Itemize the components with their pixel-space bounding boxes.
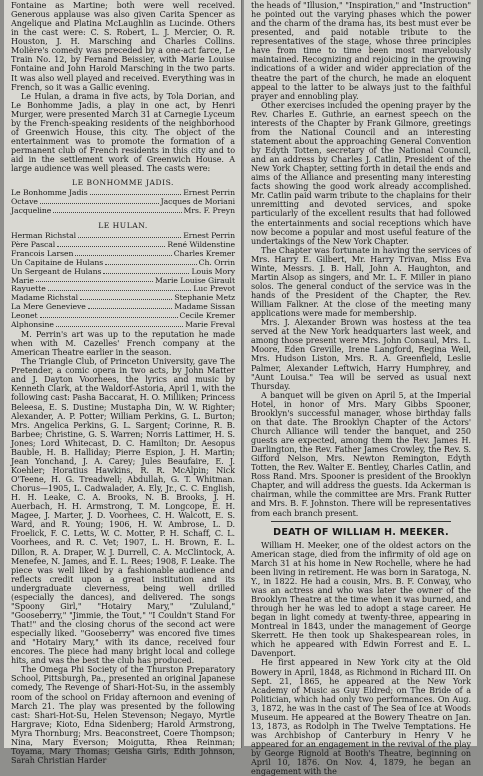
- cast-role: Francois Larsen: [11, 248, 74, 258]
- section-divider: [271, 521, 451, 522]
- cast-actor: Luc Prevot: [193, 284, 235, 294]
- cast-row: [11, 207, 235, 216]
- cast-actor: Mrs. F. Preyn: [183, 206, 235, 216]
- paragraph-perrin: M. Perrin's art was up to the reputation he made when with M. Cazelles' French company at the American Theatre earlier in the season.: [11, 330, 235, 358]
- paragraph-sermon: the heads of "Illusion," "Inspiration," and "Instruction" he pointed out the varying phases which the power and the charm of the drama has, its best must ever be presented, and paid notable tribute to the representatives of the stage, whose three principles have from time to time been most marvelously maintained. Recognizing and rejoicing in the growing indications of a wider and wider appreciation of the theatre the part of the church, he made an eloquent appeal to the latter to be always just to the faithful prayer and ennobling play.: [251, 1, 472, 101]
- right-clipping: [244, 0, 477, 776]
- cast-role: Madame Richstal: [11, 293, 79, 303]
- cast-actor: Ernest Perrin: [183, 231, 235, 241]
- left-column: [4, 0, 241, 765]
- cast-role: Rayuette: [11, 284, 46, 294]
- cast-role: Leonet: [11, 311, 38, 321]
- cast-role: Père Pascal: [11, 239, 56, 249]
- cast-title-hulan: LE HULAN.: [98, 220, 148, 230]
- paragraph-moliere: Fontaine as Martine; both were well received. Generous applause was also given Carita Spencer as Angelique and Platina McLaughlin as Lucinde. Others in the cast were: C. S. Robert, L. J. Mercier, O. R. Houston, J. H. Marsching and Charles Collins. Molière's comedy was preceded by a one-act farce, Le Train No. 12, by Fernand Beissier, with Marie Louise Fontaine and John Harold Marsching in the two parts. It was also well played and received. Everything was in French, so it was a Gallic evening.: [11, 1, 235, 92]
- cast-role: La Mere Genevieve: [11, 302, 86, 312]
- paragraph-banquet: A banquet will be given on April 5, at the Imperial Hotel, in honor of Mrs. Mary Gibbs Spooner, Brooklyn's successful manager, whose birthday falls on that date. The Brooklyn Chapter of the Actors' Church Alliance will tender the banquet, and 250 guests are expected, among them the Rev. James H. Darlington, the Rev. Father James Crowley, the Rev. S. Gifford Nelson, Mrs. Newton Remington, Edyth Totten, the Rev. Walter E. Bentley, Charles Catlin, and Ross Rand. Mrs. Spooner is president of the Brooklyn Chapter, and will address the guests. Ida Ackerman is chairman, while the committee are Mrs. Frank Rutter and Mrs. B. F. Johnston. There will be representatives from each branch present.: [251, 390, 471, 518]
- cast-actor: Jacques de Moriani: [160, 197, 235, 207]
- paragraph-meeker-2: He first appeared in New York city at the Old Bowery in April, 1848, as Richmond in Richard III. On Sept. 21, 1865, he appeared at the New York Academy of Music as Guy Eldred; on The Bride of a Politician, which had only two performances. On Aug. 3, 1872, he was in the cast of The Sea of Ice at Woods Museum. He appeared at the Bowery Theatre on Jan. 13, 1873, as Rodolph in The Twelve Temptations. He was Archbishop of Canterbury in Henry V he appeared for an engagement in the revival of the play by George Rignold at Booth's Theatre, beginning on April 10, 1876. On Nov. 4, 1879, he began an engagement with the: [251, 658, 471, 776]
- cast-role: Le Bonhomme Jadis: [11, 188, 88, 198]
- paragraph-exercises: Other exercises included the opening prayer by the Rev. Charles E. Guthrie, an earnest speech on the interests of the Chapter by Frank Gilmore, greetings from the National Council and an interesting statement about the approaching General Convention by Edyth Totten, secretary of the National Council, and an address by Charles J. Catlin, President of the New York Chapter, setting forth in detail the ends and aims of the Alliance and presenting many interesting facts showing the good work already accomplished. Mr. Catlin paid warm tribute to the chaplains for their unremitting and devoted services, and spoke particularly of the excellent results that had followed the entertainments and social receptions which have now become a popular and most useful feature of the undertakings of the New York Chapter.: [251, 100, 471, 246]
- cast-role: Octave: [11, 197, 38, 207]
- cast-row: [11, 321, 235, 330]
- left-clipping: [4, 0, 241, 765]
- cast-actor: Stephanie Metz: [174, 293, 235, 303]
- paragraph-tea: Mrs. J. Alexander Brown was hostess at the tea served at the New York headquarters last week, and among those present were Mrs. John Consaul, Mrs. L. Moore, Eden Greville, Irene Langford, Regina Weil, Mrs. Hudson Liston, Mrs. R. A. Greenfield, Leslie Palmer, Alexander Leftwich, Harry Humphrey, and "Aunt Louisa." Tea will be served as usual next Thursday.: [251, 318, 471, 391]
- cast-list-bonhomme: [11, 189, 235, 216]
- cast-role: Alphonsine: [11, 320, 54, 330]
- cast-actor: Charles Kremer: [173, 248, 235, 258]
- cast-actor: Ch. Orrin: [198, 257, 235, 267]
- right-column: [244, 0, 477, 776]
- cast-actor: Cecile Kremer: [179, 311, 235, 321]
- paragraph-omega-phi: The Omega Phi Society of the Thurston Preparatory School, Pittsburgh, Pa., presented an original Japanese comedy, The Revenge of Shari-Hot-Su, in the assembly room of the school on Friday afternoon and evening of March 21. The play was presented by the following cast: Shari-Hot-Su, Helen Stevenson; Negayo, Myrtle Hargrave; Kioto, Edna Sidenberg; Harold Armstrong, Myra Thornburg; Mrs. Beaconstreet, Coere Thompson; Nina, Mary Everson; Moigutta, Rhea Reinman; Toyama, Mary Thomas; Geisha Girls, Edith Johnson, Sarah Christian Harder: [11, 665, 235, 765]
- obituary-headline: DEATH OF WILLIAM H. MEEKER.: [273, 526, 449, 538]
- cast-role: Jacqueline: [11, 206, 52, 216]
- cast-actor: René Wildenstine: [167, 239, 235, 249]
- cast-actor: Ernest Perrin: [183, 188, 235, 198]
- paragraph-meeker-1: William H. Meeker, one of the oldest actors on the American stage, died from the infirmity of old age on March 31 at his home in New Rochelle, where he had been living in retirement. He was born in Saratoga, N. Y., in 1822. He had a cousin, Mrs. B. F. Conway, who was an actress and who was later the owner of the Brooklyn Theatre at the time when it was burned, and through her he was led to adopt a stage career. He began in light comedy at twenty-three, appearing in Montreal in 1843, under the management of George Skerrett. He then took up Shakespearean roles, in which he appeared with Edwin Forrest and E. L. Davenport.: [251, 540, 471, 659]
- cast-actor: Marie Louise Girault: [154, 275, 235, 285]
- cast-actor: Louis Mory: [191, 266, 235, 276]
- paragraph-le-hulan: Le Hulan, a drama in five acts, by Tola Dorian, and Le Bonhomme Jadis, a play in one act, by Henri Murger, were presented March 31 at Carnegie Lyceum by the French-speaking residents of the neighborhood of Greenwich House, this city. The object of the entertainment was to promote the formation of a permanent club of French residents in this city and to aid in the settlement work of Greenwich House. A large audience was well pleased. The casts were:: [11, 91, 235, 174]
- cast-actor: Madame Sissan: [174, 302, 235, 312]
- cast-role: Un Sergeant de Hulans: [11, 266, 102, 276]
- paragraph-triangle-club: The Triangle Club, of Princeton University, gave The Pretender, a comic opera in two acts, by John Matter and J. Dayton Voorhees, the lyrics and music by Kenneth Clark, at the Waldorf-Astoria, April 1, with the following cast: Pasha Baccarat, H. O. Milliken; Princess Beleesa, E. S. Dustine; Mustapha Din, W. W. Righter; Alexander, A. P. Potter; William Perkins, G. L. Burton; Mrs. Angelica Perkins, G. L. Sargent; Corinne, R. B. Barbee; Christine, G. S. Warren; Norris Lattimer, H. S. Jones; Lord Whitecast, D. C. Hamilton; Dr. Aesopus Bauble, H. B. Halliday; Pierre Espion, J. H. Martin; Jean Yonchand, J. A. Carey; Jules Beaufaire, E. J. Koehler; Horatius Hawkins, R. R. McAlpin; Nick O'Teene, H. G. Treadwell; Abdullah, G. T. Whitman. Chorus—1905, L. Cadwalader, A. Ely, Jr., C. C. English, H. H. Leake, C. A. Brooks, N. B. Brooks, J. H. Auerbach, H. H. Armstrong, T. M. Longcope, E. H. Magee, J. Marter, J. D. Voorhees, C. H. Walcott, E. S. Ward, and R. Young; 1906, H. W. Ambrose, L. D. Froelick, F. C. Letts, W. C. Motter, P. H. Schaff, C. L. Voorhees, and R. C. Vet; 1907, L. H. Brown, E. L. Dillon, R. A. Draper, W. J. Durrell, C. A. McClintock, A. Menefee, N. James, and E. L. Rees; 1908, F. Leake. The piece was well liked by a fashionable audience and reflects credit upon a great institution and its undergraduate cleverness, being well drilled (especially the dances), and delivered. The songs "Spoony Girl," "Hotairy Mary," "Zululand," "Gooseberry," "Jimmie, the Tout," "I Couldn't Stand For That!" and the closing chorus of the second act were especially liked. "Gooseberry" was encored five times and "Hotairy Mary," with its dance, received four encores. The piece had many bright local and college hits, and was the best the club has produced.: [11, 357, 235, 666]
- cast-role: Un Capitaine de Hulans: [11, 257, 104, 267]
- cast-title-bonhomme: LE BONHOMME JADIS.: [72, 178, 174, 188]
- cast-role: Marie: [11, 275, 34, 285]
- paragraph-singers: The Chapter was fortunate in having the services of Mrs. Harry E. Gilbert, Mr. Harry Trivan, Miss Eva Winte, Messrs. J. B. Hall, John A. Haughton, and Martin Alsop as singers, and Mr. L. F. Miller in piano solos. The general conduct of the service was in the hands of the President of the Chapter, the Rev. William Falkner. At the close of the meeting many applications were made for membership.: [251, 245, 471, 319]
- cast-role: Herman Richstal: [11, 231, 77, 241]
- cast-list-hulan: [11, 232, 235, 330]
- cast-actor: Marie Freval: [185, 320, 235, 330]
